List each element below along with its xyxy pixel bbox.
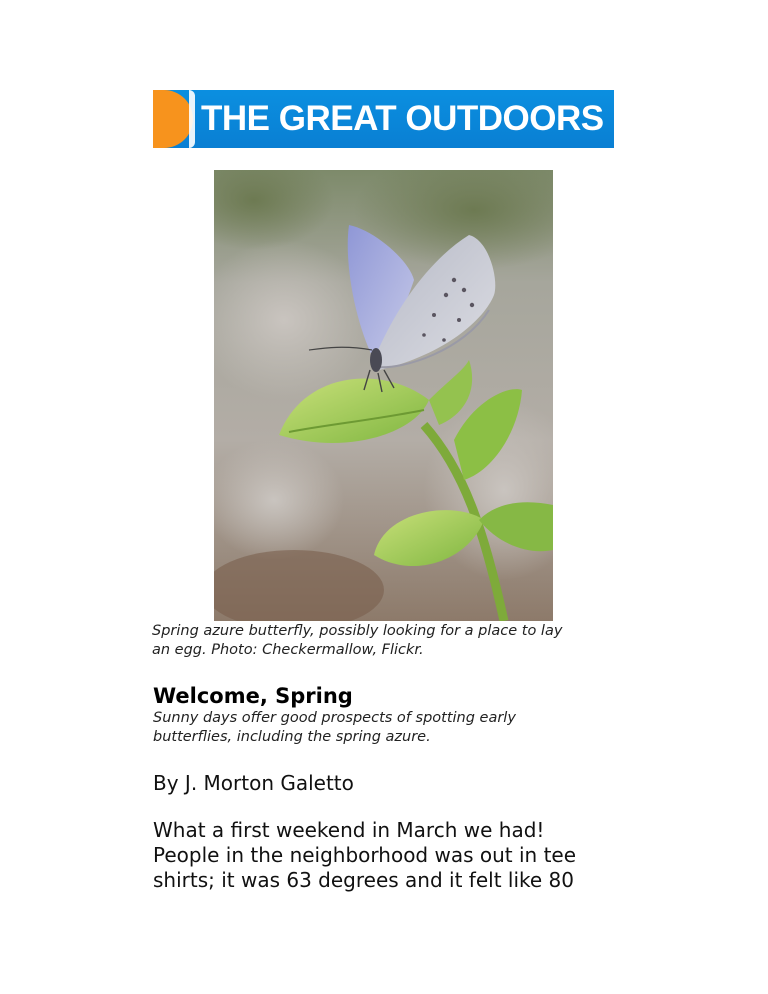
butterfly-photo: [214, 170, 553, 621]
caption-line: an egg. Photo: Checkermallow, Flickr.: [152, 642, 424, 658]
article-subhead: [153, 709, 573, 747]
masthead-title: THE GREAT OUTDOORS: [201, 99, 604, 138]
subhead-line: Sunny days offer good prospects of spotting early: [153, 710, 516, 726]
body-line: What a first weekend in March we had!: [153, 818, 545, 842]
body-line: People in the neighborhood was out in tee: [153, 843, 577, 867]
photo-caption: [152, 622, 602, 660]
article-body: [153, 818, 603, 893]
body-line: shirts; it was 63 degrees and it felt like 80: [153, 868, 574, 892]
caption-line: Spring azure butterfly, possibly looking for a place to lay: [152, 623, 563, 639]
banner-orange-tab: [153, 90, 193, 148]
banner-divider: [189, 90, 195, 148]
masthead-banner: [153, 90, 614, 148]
article-headline: Welcome, Spring: [153, 684, 353, 708]
article-byline: By J. Morton Galetto: [153, 771, 354, 795]
subhead-line: butterflies, including the spring azure.: [153, 729, 431, 745]
